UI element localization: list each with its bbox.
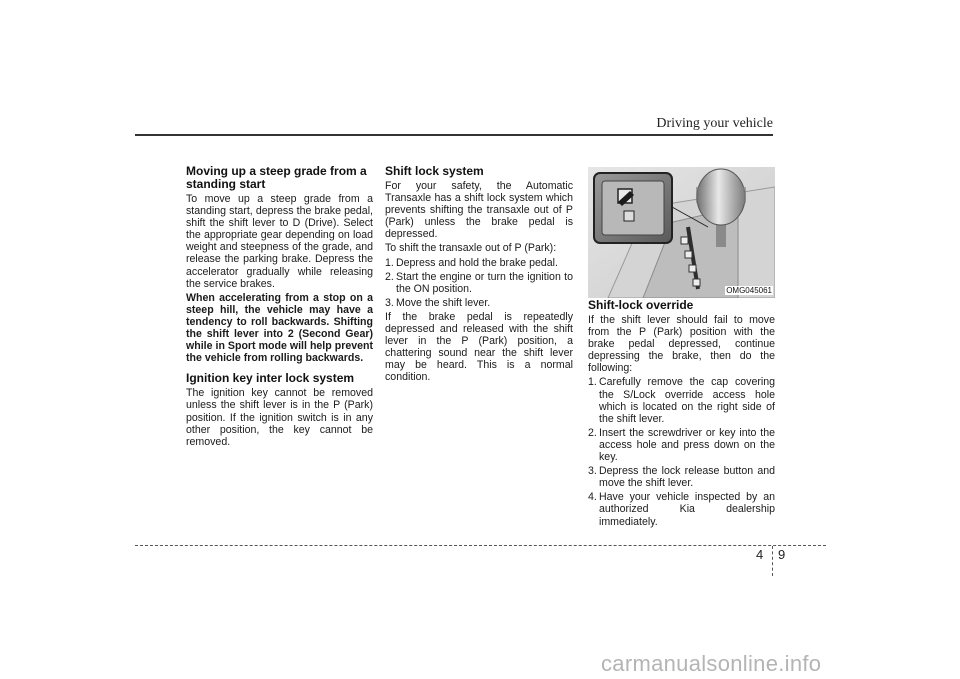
shift-lever-drawing xyxy=(588,167,775,298)
override-step: 3. Depress the lock release button and move the shift lever. xyxy=(588,465,775,490)
watermark: carmanualsonline.info xyxy=(601,651,822,676)
ignition-lock-body: The ignition key cannot be removed unless the shift lever is in the P (Park) position. If the ignition switch is in any other position, the key cannot be removed. xyxy=(186,387,373,448)
page-number: 9 xyxy=(778,547,786,562)
chapter-number: 4 xyxy=(756,547,764,562)
override-steps xyxy=(588,376,775,527)
steep-grade-body: To move up a steep grade from a standing start, depress the brake pedal, shift the shift lever to D (Drive). Select the appropriate gear depending on load weight and steepness of the grade, and release the parking brake. Depress the accelerator gradually while releasing the service brakes. xyxy=(186,193,373,290)
shift-lock-step: 3. Move the shift lever. xyxy=(385,296,491,309)
shift-lock-steps xyxy=(385,257,573,309)
shift-lever-illustration xyxy=(588,167,775,298)
steep-grade-heading: Moving up a steep grade from a standing start xyxy=(186,164,367,191)
override-intro: If the shift lever should fail to move from the P (Park) position with the brake pedal depressed, continue depressing the brake, then do the following: xyxy=(588,314,775,375)
page-number-separator xyxy=(772,546,773,576)
column-right xyxy=(588,299,775,530)
figure-code: OMG045061 xyxy=(726,286,772,295)
override-step: 4. Have your vehicle inspected by an authorized Kia dealership immediately. xyxy=(588,491,775,528)
override-step: 2. Insert the screwdriver or key into the access hole and press down on the key. xyxy=(588,426,775,464)
override-step: 1. Carefully remove the cap covering the S/Lock override access hole which is located on the right side of the shift lever. xyxy=(588,376,775,425)
shift-lock-heading: Shift lock system xyxy=(385,164,484,178)
footer-rule xyxy=(135,545,826,546)
column-middle xyxy=(385,165,573,386)
shift-lock-note: If the brake pedal is repeatedly depressed and released with the shift lever in the P (Park) position, a chattering sound near the shift lever may be heard. This is a normal condition. xyxy=(385,310,573,384)
section-title: Driving your vehicle xyxy=(656,116,773,131)
column-left xyxy=(186,165,373,450)
steep-grade-warning: When accelerating from a stop on a steep hill, the vehicle may have a tendency to roll backwards. Shifting the shift lever into 2 (Second Gear) while in Sport mode will help prevent the vehicle from rolling backwards. xyxy=(186,291,373,365)
ignition-lock-heading: Ignition key inter lock system xyxy=(186,371,355,386)
shift-lock-intro: For your safety, the Automatic Transaxle has a shift lock system which prevents shifting the transaxle out of P (Park) unless the brake pedal is depressed. xyxy=(385,180,573,241)
header-rule xyxy=(135,134,773,136)
shift-lock-step: 2. Start the engine or turn the ignition to the ON position. xyxy=(385,270,573,295)
override-heading: Shift-lock override xyxy=(588,298,694,312)
shift-lock-lead: To shift the transaxle out of P (Park): xyxy=(385,242,557,255)
shift-lock-step: 1. Depress and hold the brake pedal. xyxy=(385,256,558,269)
